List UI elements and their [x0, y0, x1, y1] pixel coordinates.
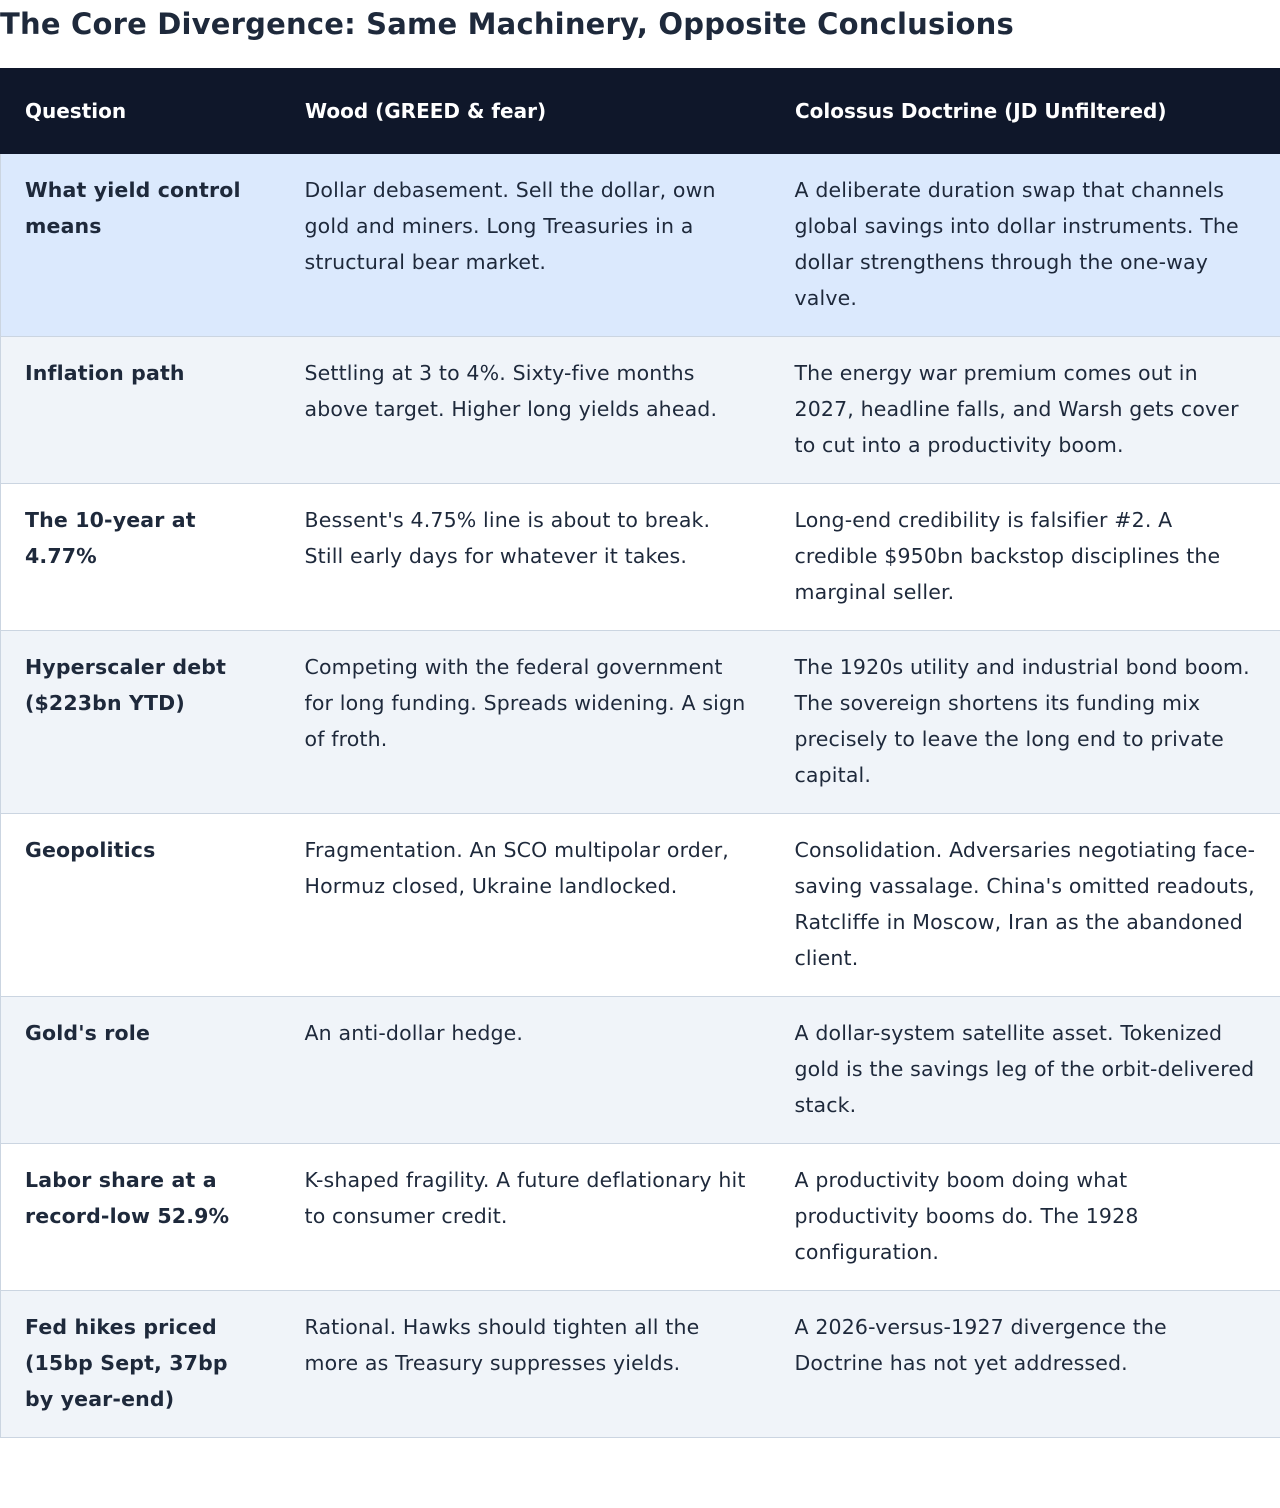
colossus-cell: Consolidation. Adversaries negotiating face-saving vassalage. China's omitted readouts, Ratcliffe in Moscow, Iran as the abandoned client. [771, 814, 1280, 997]
table-row [1, 997, 1280, 1144]
wood-cell: Competing with the federal government for long funding. Spreads widening. A sign of froth. [281, 631, 771, 814]
table-row [1, 484, 1280, 631]
wood-cell: Settling at 3 to 4%. Sixty-five months above target. Higher long yields ahead. [281, 337, 771, 484]
question-cell: Labor share at a record-low 52.9% [1, 1144, 281, 1291]
question-cell: Hyperscaler debt ($223bn YTD) [1, 631, 281, 814]
colossus-cell: A dollar-system satellite asset. Tokenized gold is the savings leg of the orbit-delivered stack. [771, 997, 1280, 1144]
question-cell: The 10-year at 4.77% [1, 484, 281, 631]
wood-cell: An anti-dollar hedge. [281, 997, 771, 1144]
column-header-wood: Wood (GREED & fear) [281, 69, 771, 154]
title-wrap [0, 0, 1280, 52]
colossus-cell: A productivity boom doing what productivity booms do. The 1928 configuration. [771, 1144, 1280, 1291]
table-row [1, 814, 1280, 997]
question-cell: Geopolitics [1, 814, 281, 997]
column-header-question: Question [1, 69, 281, 154]
column-header-colossus: Colossus Doctrine (JD Unfiltered) [771, 69, 1280, 154]
wood-cell: K-shaped fragility. A future deflationary hit to consumer credit. [281, 1144, 771, 1291]
table-row [1, 154, 1280, 337]
wood-cell: Dollar debasement. Sell the dollar, own gold and miners. Long Treasuries in a structural bear market. [281, 154, 771, 337]
colossus-cell: The 1920s utility and industrial bond boom. The sovereign shortens its funding mix precisely to leave the long end to private capital. [771, 631, 1280, 814]
table-row [1, 337, 1280, 484]
colossus-cell: Long-end credibility is falsifier #2. A credible $950bn backstop disciplines the marginal seller. [771, 484, 1280, 631]
table-body [1, 154, 1280, 1438]
question-cell: What yield control means [1, 154, 281, 337]
header-row [1, 69, 1280, 154]
wood-cell: Fragmentation. An SCO multipolar order, Hormuz closed, Ukraine landlocked. [281, 814, 771, 997]
table-header [1, 69, 1280, 154]
question-cell: Gold's role [1, 997, 281, 1144]
table-row [1, 1144, 1280, 1291]
wood-cell: Bessent's 4.75% line is about to break. Still early days for whatever it takes. [281, 484, 771, 631]
table-row [1, 1291, 1280, 1438]
wood-cell: Rational. Hawks should tighten all the more as Treasury suppresses yields. [281, 1291, 771, 1438]
table-row [1, 631, 1280, 814]
comparison-table [0, 68, 1280, 1438]
page-title: The Core Divergence: Same Machinery, Opposite Conclusions [0, 7, 1014, 41]
question-cell: Inflation path [1, 337, 281, 484]
colossus-cell: A 2026-versus-1927 divergence the Doctrine has not yet addressed. [771, 1291, 1280, 1438]
question-cell: Fed hikes priced (15bp Sept, 37bp by year-end) [1, 1291, 281, 1438]
colossus-cell: A deliberate duration swap that channels global savings into dollar instruments. The dollar strengthens through the one-way valve. [771, 154, 1280, 337]
colossus-cell: The energy war premium comes out in 2027, headline falls, and Warsh gets cover to cut into a productivity boom. [771, 337, 1280, 484]
